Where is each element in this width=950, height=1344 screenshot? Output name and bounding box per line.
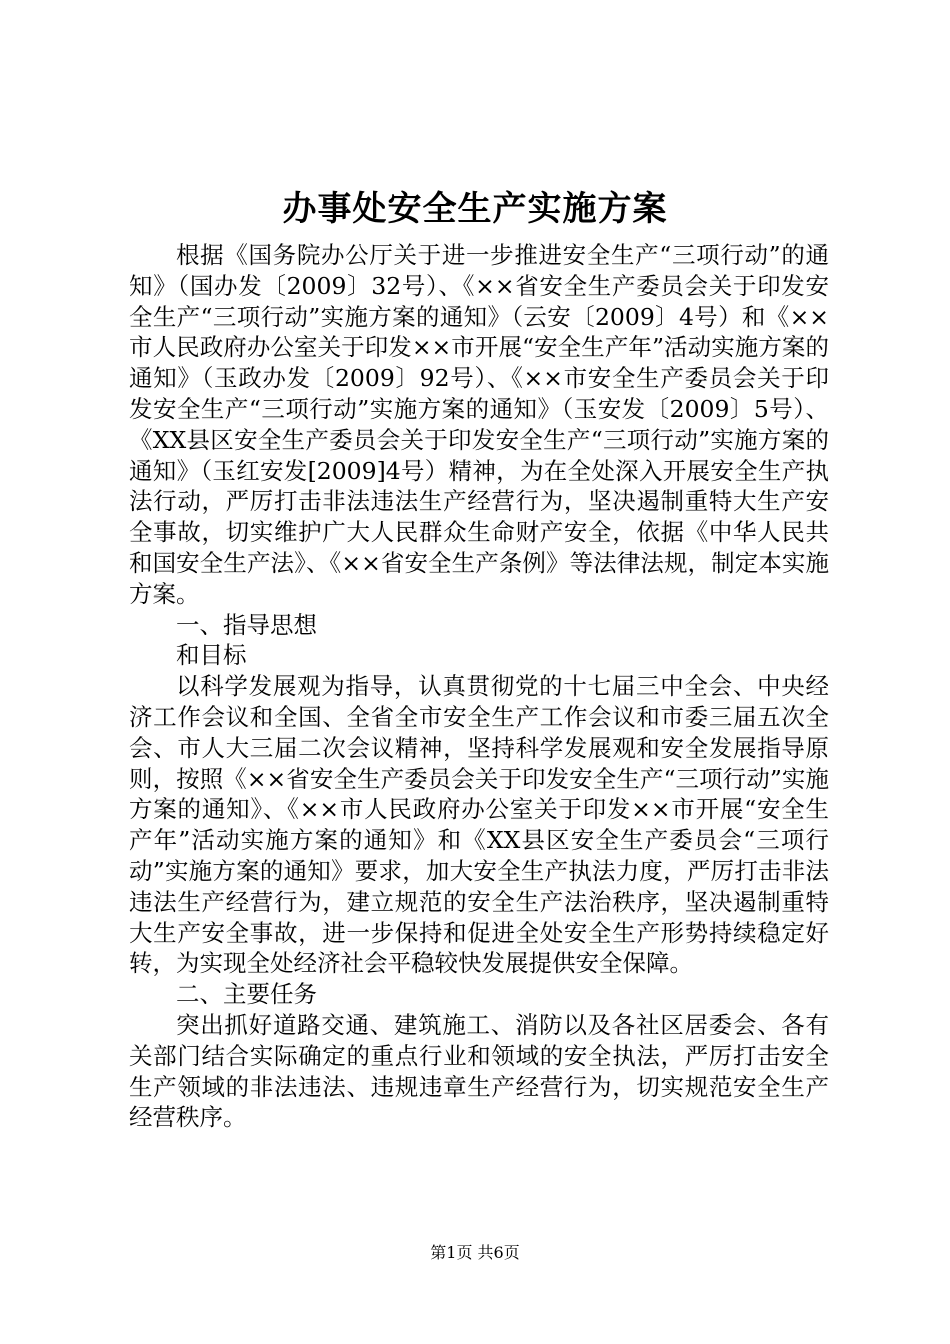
intro-paragraph: 根据《国务院办公厅关于进一步推进安全生产“三项行动”的通知》（国办发〔2009〕32号）、《××省安全生产委员会关于印发安全生产“三项行动”实施方案的通知》（云安〔2009〕4号）和《××市人民政府办公室关于印发××市开展“安全生产年”活动实施方案的通知》（玉政办发〔2009〕92号）、《××市安全生产委员会关于印发安全生产“三项行动”实施方案的通知》（玉安发〔2009〕5号）、《XX县区安全生产委员会关于印发安全生产“三项行动”实施方案的通知》（玉红安发[2009]4号）精神，为在全处深入开展安全生产执法行动，严厉打击非法违法生产经营行为，坚决遏制重特大生产安全事故，切实维护广大人民群众生命财产安全，依据《中华人民共和国安全生产法》、《××省安全生产条例》等法律法规，制定本实施方案。 xyxy=(129,241,829,608)
page-footer: 第1页 共6页 xyxy=(430,1243,520,1262)
main-tasks-paragraph: 突出抓好道路交通、建筑施工、消防以及各社区居委会、各有关部门结合实际确定的重点行业和领域的安全执法，严厉打击安全生产领域的非法违法、违规违章生产经营行为，切实规范安全生产经营秩序。 xyxy=(129,1010,829,1132)
section-heading-guiding-thought-continued: 和目标 xyxy=(176,641,247,670)
document-body xyxy=(129,240,829,1133)
section-heading-guiding-thought: 一、指导思想 xyxy=(176,610,317,639)
guiding-thought-paragraph: 以科学发展观为指导，认真贯彻党的十七届三中全会、中央经济工作会议和全国、全省全市安全生产工作会议和市委三届五次全会、市人大三届二次会议精神，坚持科学发展观和安全发展指导原则，按照《××省安全生产委员会关于印发安全生产“三项行动”实施方案的通知》、《××市人民政府办公室关于印发××市开展“安全生产年”活动实施方案的通知》和《XX县区安全生产委员会“三项行动”实施方案的通知》要求，加大安全生产执法力度，严厉打击非法违法生产经营行为，建立规范的安全生产法治秩序，坚决遏制重特大生产安全事故，进一步保持和促进全处安全生产形势持续稳定好转，为实现全处经济社会平稳较快发展提供安全保障。 xyxy=(129,672,829,978)
document-title: 办事处安全生产实施方案 xyxy=(282,189,668,229)
section-heading-main-tasks: 二、主要任务 xyxy=(176,980,317,1009)
